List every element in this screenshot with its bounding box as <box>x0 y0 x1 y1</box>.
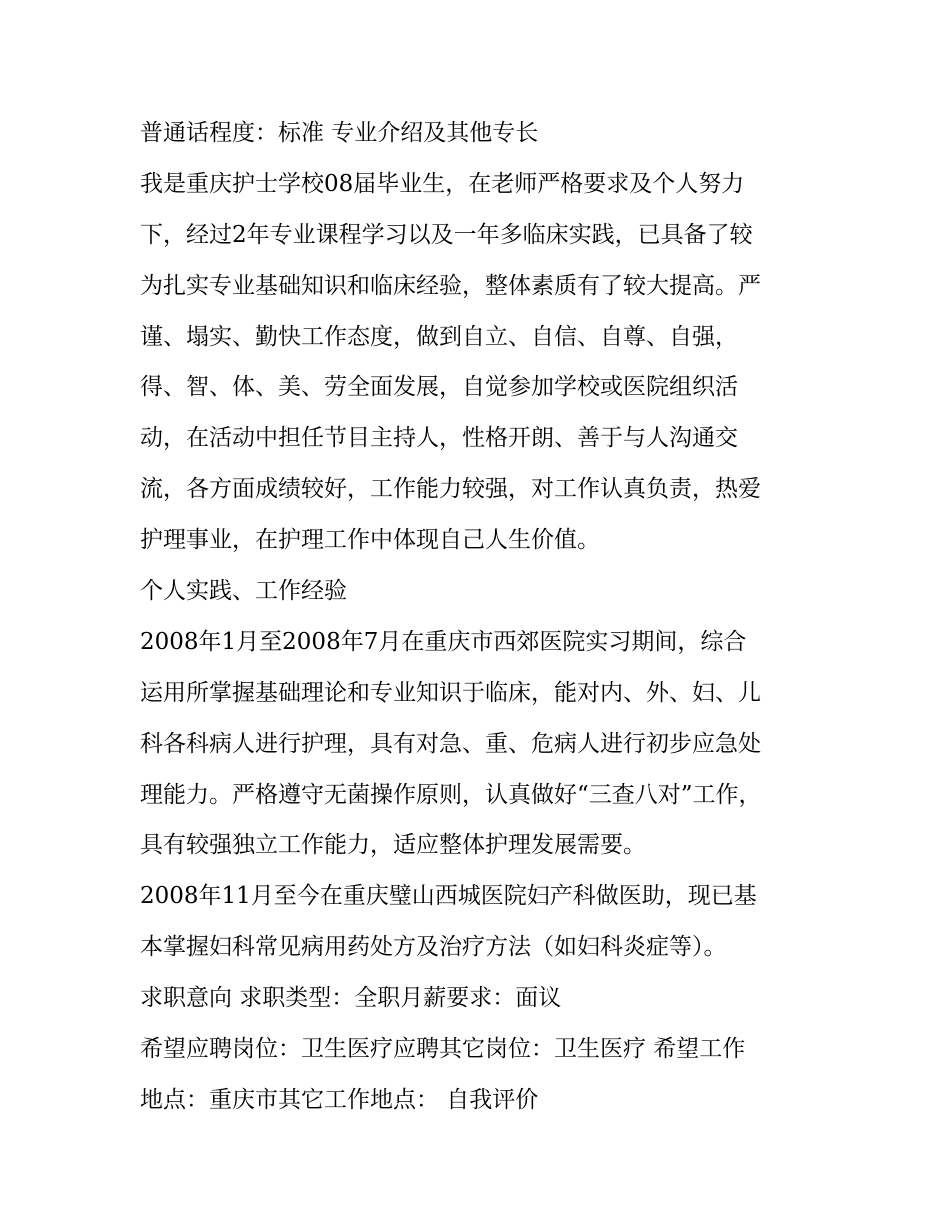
text-line: 得、智、体、美、劳全面发展，自觉参加学校或医院组织活 <box>140 374 738 401</box>
text-line: 护理事业，在护理工作中体现自己人生价值。 <box>140 527 600 554</box>
section-heading: 个人实践、工作经验 <box>140 578 347 605</box>
text-line: 下，经过2年专业课程学习以及一年多临床实践，已具备了较 <box>140 221 753 248</box>
text-line: 本掌握妇科常见病用药处方及治疗方法（如妇科炎症等）。 <box>140 934 727 961</box>
text-line: 2008年1月至2008年7月在重庆市西郊医院实习期间，综合 <box>140 628 747 655</box>
text-line: 流，各方面成绩较好，工作能力较强，对工作认真负责，热爱 <box>140 476 761 503</box>
text-line: 2008年11月至今在重庆璧山西城医院妇产科做医助，现已基 <box>140 883 757 910</box>
text-line: 我是重庆护士学校08届毕业生，在老师严格要求及个人努力 <box>140 170 745 197</box>
document-body <box>140 108 820 1126</box>
text-line: 希望应聘岗位：卫生医疗应聘其它岗位：卫生医疗 希望工作 <box>140 1036 746 1063</box>
text-line: 动，在活动中担任节目主持人，性格开朗、善于与人沟通交 <box>140 425 738 452</box>
text-line: 运用所掌握基础理论和专业知识于临床，能对内、外、妇、儿 <box>140 679 761 706</box>
text-line: 谨、塌实、勤快工作态度，做到自立、自信、自尊、自强， <box>140 323 738 350</box>
text-line: 普通话程度：标准 专业介绍及其他专长 <box>140 120 539 146</box>
text-line: 地点：重庆市其它工作地点： 自我评价 <box>140 1086 539 1113</box>
text-line: 具有较强独立工作能力，适应整体护理发展需要。 <box>140 832 646 859</box>
text-line: 求职意向 求职类型：全职月薪要求：面议 <box>140 985 562 1012</box>
text-line: 科各科病人进行护理，具有对急、重、危病人进行初步应急处 <box>140 730 761 757</box>
text-line: 理能力。严格遵守无菌操作原则，认真做好“三查八对”工作， <box>140 781 762 808</box>
text-line: 为扎实专业基础知识和临床经验，整体素质有了较大提高。严 <box>140 272 761 299</box>
